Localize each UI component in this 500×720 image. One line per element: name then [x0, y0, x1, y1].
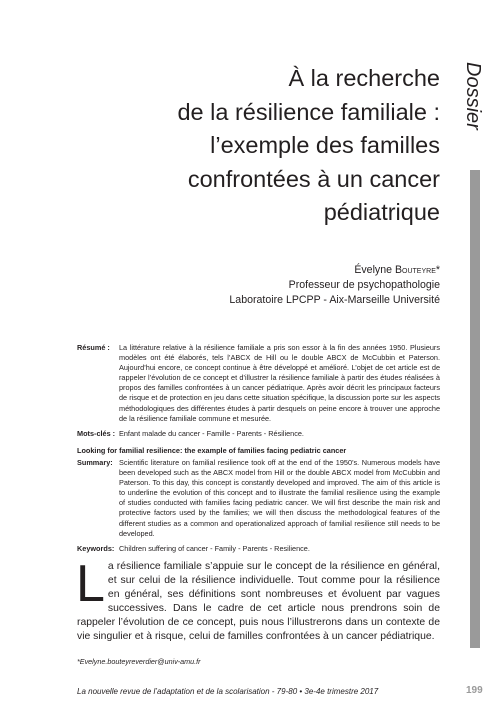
- author-affiliation: Laboratoire LPCPP - Aix-Marseille Université: [229, 294, 440, 306]
- author-name: [229, 263, 440, 278]
- author-surname: Bouteyre: [394, 264, 436, 276]
- abstract-fr-text: La littérature relative à la résilience familiale a pris son essor à la fin des années 1950. Plusieurs modèles ont été élaborés, tels l’ABCX de Hill ou le double ABCX de McCubbin et Paterson. Aujourd’hui encore, ce concept continue à être développé et amélioré. L’objet de cet article est de rappeler l’évolution de ce concept et d’illustrer la résilience familiale à partir des études réalisées à propos des familles confrontées à un cancer pédiatrique. Après avoir décrit les principaux facteurs de risque et de protection en jeu dans cette situation spécifique, la discussion porte sur les aspects méthodologiques des différentes études à partir desquels on peine encore à trouver une approche de la résilience familiale commune et mesurée.: [119, 343, 440, 423]
- sidebar-bar: [470, 170, 480, 648]
- body-text: a résilience familiale s’appuie sur le concept de la résilience en général, et sur celui de la résilience individuelle. Tout comme pour la résilience en général, ses définitions sont nombreuses et évoluent par vagues successives. Dans le cadre de cet article nous prendrons soin de rappeler l’évolution de ce concept, puis nous l’illustrerons dans un contexte de vie singulier et à risque, celui de familles confrontées à un cancer pédiatrique.: [77, 561, 440, 643]
- author-first-name: Évelyne: [354, 264, 393, 276]
- title-line: À la recherche: [288, 65, 440, 91]
- keywords-fr: [77, 429, 440, 439]
- title-line: pédiatrique: [323, 199, 440, 225]
- author-role: Professeur de psychopathologie: [288, 279, 440, 291]
- author-block: [229, 263, 440, 308]
- article-title: [60, 62, 440, 230]
- footnote: *Evelyne.bouteyreverdier@univ-amu.fr: [77, 657, 201, 666]
- abstract-en-text: Scientific literature on familial resilience took off at the end of the 1950’s. Numerous models have been developed such as the ABCX model from Hill or the double ABCX model from McCubbin and Paterson. To this day, this concept is constantly developed and improved. The aim of this article is to underline the evolution of this concept and to illustrate the familial resilience using the example of studies conducted with families facing pediatric cancer. We will first describe the main risk and protective factors used by the families; we will then discuss the methodological features of the different studies as a common and operationalized approach of familial resilience still needs to be developed.: [119, 457, 440, 538]
- keywords-en: [77, 544, 440, 554]
- abstract-fr-label: Résumé :: [77, 343, 110, 352]
- drop-cap: L: [76, 555, 105, 613]
- keywords-en-label: Keywords:: [77, 543, 115, 553]
- abstract-en: [77, 458, 440, 539]
- english-title: Looking for familial resilience: the example of families facing pediatric cancer: [77, 445, 347, 455]
- keywords-fr-text: Enfant malade du cancer - Famille - Parents - Résilience.: [119, 428, 304, 438]
- abstract-fr: [77, 343, 440, 424]
- abstracts: [77, 343, 440, 554]
- keywords-fr-label: Mots-clés :: [77, 428, 116, 438]
- keywords-en-text: Children suffering of cancer - Family - Parents - Resilience.: [119, 543, 310, 553]
- body-paragraph: [76, 555, 440, 645]
- title-line: l’exemple des familles: [210, 132, 440, 158]
- running-footer: La nouvelle revue de l’adaptation et de la scolarisation - 79-80 • 3e-4e trimestre 2017: [77, 687, 379, 696]
- title-line: de la résilience familiale :: [177, 98, 440, 125]
- author-footnote-marker: *: [435, 264, 440, 276]
- page-number: 199: [466, 685, 483, 696]
- section-label: Dossier: [462, 62, 484, 130]
- abstract-en-label: Summary:: [77, 457, 113, 467]
- title-line: confrontées à un cancer: [187, 165, 440, 192]
